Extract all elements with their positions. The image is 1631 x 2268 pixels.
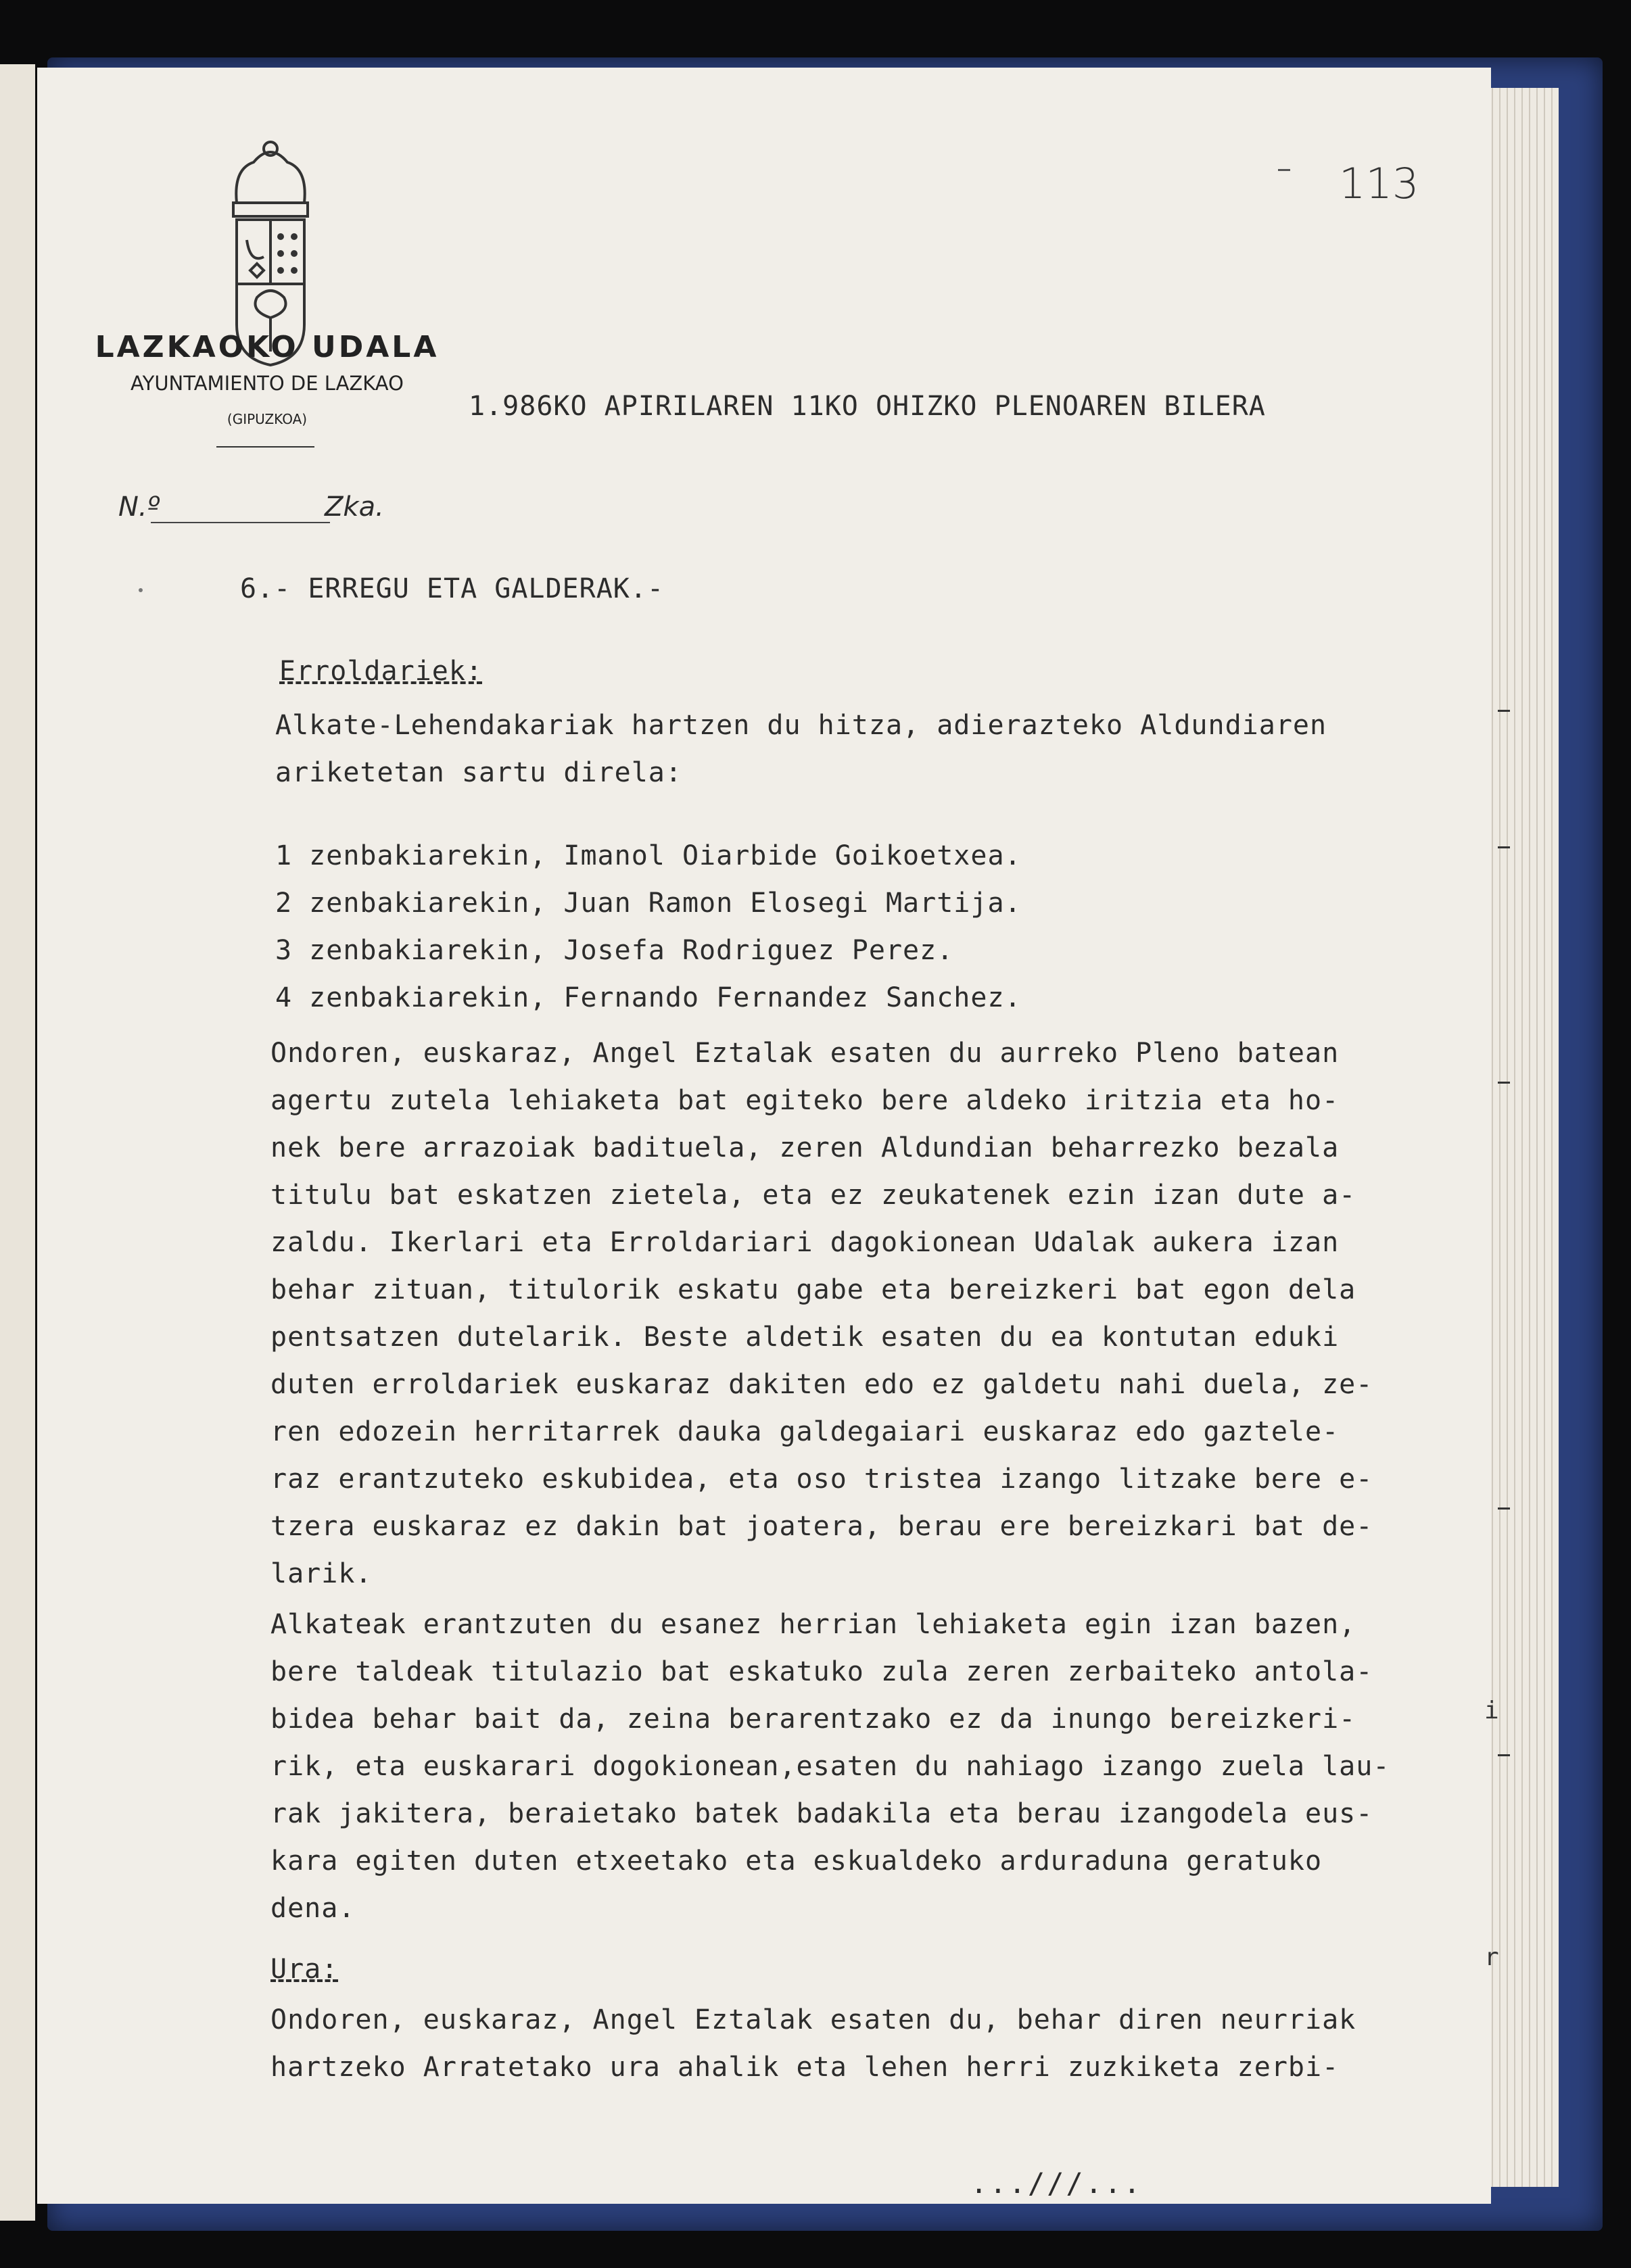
- body-text-line: pentsatzen dutelarik. Beste aldetik esaten du ea kontutan eduki: [270, 1322, 1340, 1353]
- body-text-line: kara egiten duten etxeetako eta eskualdeko arduraduna geratuko: [270, 1845, 1323, 1877]
- province-label: (GIPUZKOA): [227, 411, 308, 427]
- body-text-line: titulu bat eskatzen zietela, eta ez zeukatenek ezin izan dute a-: [270, 1180, 1356, 1211]
- body-text-line: agertu zutela lehiaketa bat egiteko bere aldeko iritzia eta ho-: [270, 1085, 1340, 1116]
- number-label: N.º: [118, 491, 160, 523]
- body-text-line: Alkate-Lehendakariak hartzen du hitza, adierazteko Aldundiaren: [275, 710, 1327, 741]
- body-text-line: tzera euskaraz ez dakin bat joatera, berau ere bereizkari bat de-: [270, 1511, 1373, 1542]
- body-text-line: 4 zenbakiarekin, Fernando Fernandez Sanchez.: [275, 982, 1022, 1013]
- document-title: 1.986KO APIRILAREN 11KO OHIZKO PLENOAREN BILERA: [469, 391, 1266, 422]
- subsection-title-ura: Ura:: [270, 1954, 339, 1985]
- letterhead-divider: [216, 446, 314, 448]
- document-page: [37, 68, 1499, 2204]
- subsection-title-erroldariek: Erroldariek:: [279, 656, 483, 687]
- municipality-spanish-name: AYUNTAMIENTO DE LAZKAO: [131, 372, 404, 395]
- body-text-line: rik, eta euskarari dogokionean,esaten du nahiago izango zuela lau-: [270, 1751, 1390, 1782]
- margin-tick: [1498, 846, 1510, 848]
- body-text-line: 3 zenbakiarekin, Josefa Rodriguez Perez.: [275, 935, 954, 966]
- body-text-line: rak jakitera, beraietako batek badakila eta berau izangodela eus-: [270, 1798, 1373, 1829]
- margin-dot: [139, 588, 143, 592]
- body-text-line: behar zituan, titulorik eskatu gabe eta bereizkeri bat egon dela: [270, 1274, 1356, 1305]
- body-text-line: raz erantzuteko eskubidea, eta oso tristea izango litzake bere e-: [270, 1464, 1373, 1495]
- margin-tick: [1498, 1754, 1510, 1756]
- body-text-line: zaldu. Ikerlari eta Erroldariari dagokionean Udalak aukera izan: [270, 1227, 1340, 1258]
- body-text-line: bidea behar bait da, zeina berarentzako ez da inungo bereizkeri-: [270, 1704, 1356, 1735]
- margin-letter: r: [1484, 1944, 1499, 1971]
- body-text-line: nek bere arrazoiak badituela, zeren Aldundian beharrezko bezala: [270, 1132, 1340, 1163]
- zka-label: Zka.: [325, 491, 384, 523]
- page-number: 113: [1339, 159, 1419, 208]
- body-text-line: duten erroldariek euskaraz dakiten edo ez galdetu nahi duela, ze-: [270, 1369, 1373, 1400]
- body-text-line: Ondoren, euskaraz, Angel Eztalak esaten du, behar diren neurriak: [270, 2004, 1356, 2035]
- body-text-line: 2 zenbakiarekin, Juan Ramon Elosegi Martija.: [275, 888, 1022, 919]
- margin-tick: [1498, 1082, 1510, 1084]
- body-text-line: Ondoren, euskaraz, Angel Eztalak esaten du aurreko Pleno batean: [270, 1038, 1340, 1069]
- body-text-line: ren edozein herritarrek dauka galdegaiari euskaraz edo gaztele-: [270, 1416, 1340, 1447]
- margin-tick: [1498, 1507, 1510, 1510]
- body-text-line: 1 zenbakiarekin, Imanol Oiarbide Goikoetxea.: [275, 840, 1022, 871]
- body-text-line: larik.: [270, 1558, 373, 1589]
- body-text-line: Alkateak erantzuten du esanez herrian lehiaketa egin izan bazen,: [270, 1609, 1356, 1640]
- margin-dash: [1278, 169, 1290, 171]
- continuation-mark: ...///...: [970, 2167, 1143, 2200]
- body-text-line: hartzeko Arratetako ura ahalik eta lehen herri zuzkiketa zerbi-: [270, 2052, 1340, 2083]
- body-text-line: bere taldeak titulazio bat eskatuko zula zeren zerbaiteko antola-: [270, 1656, 1373, 1687]
- margin-letter: i: [1484, 1697, 1499, 1724]
- margin-tick: [1498, 710, 1510, 712]
- previous-page-edge: [0, 64, 35, 2221]
- municipality-name: LAZKAOKO UDALA: [95, 330, 440, 364]
- body-text-line: ariketetan sartu direla:: [275, 757, 682, 788]
- body-text-line: dena.: [270, 1893, 356, 1924]
- section-heading: 6.- ERREGU ETA GALDERAK.-: [240, 573, 665, 604]
- number-blank-line: [151, 522, 330, 523]
